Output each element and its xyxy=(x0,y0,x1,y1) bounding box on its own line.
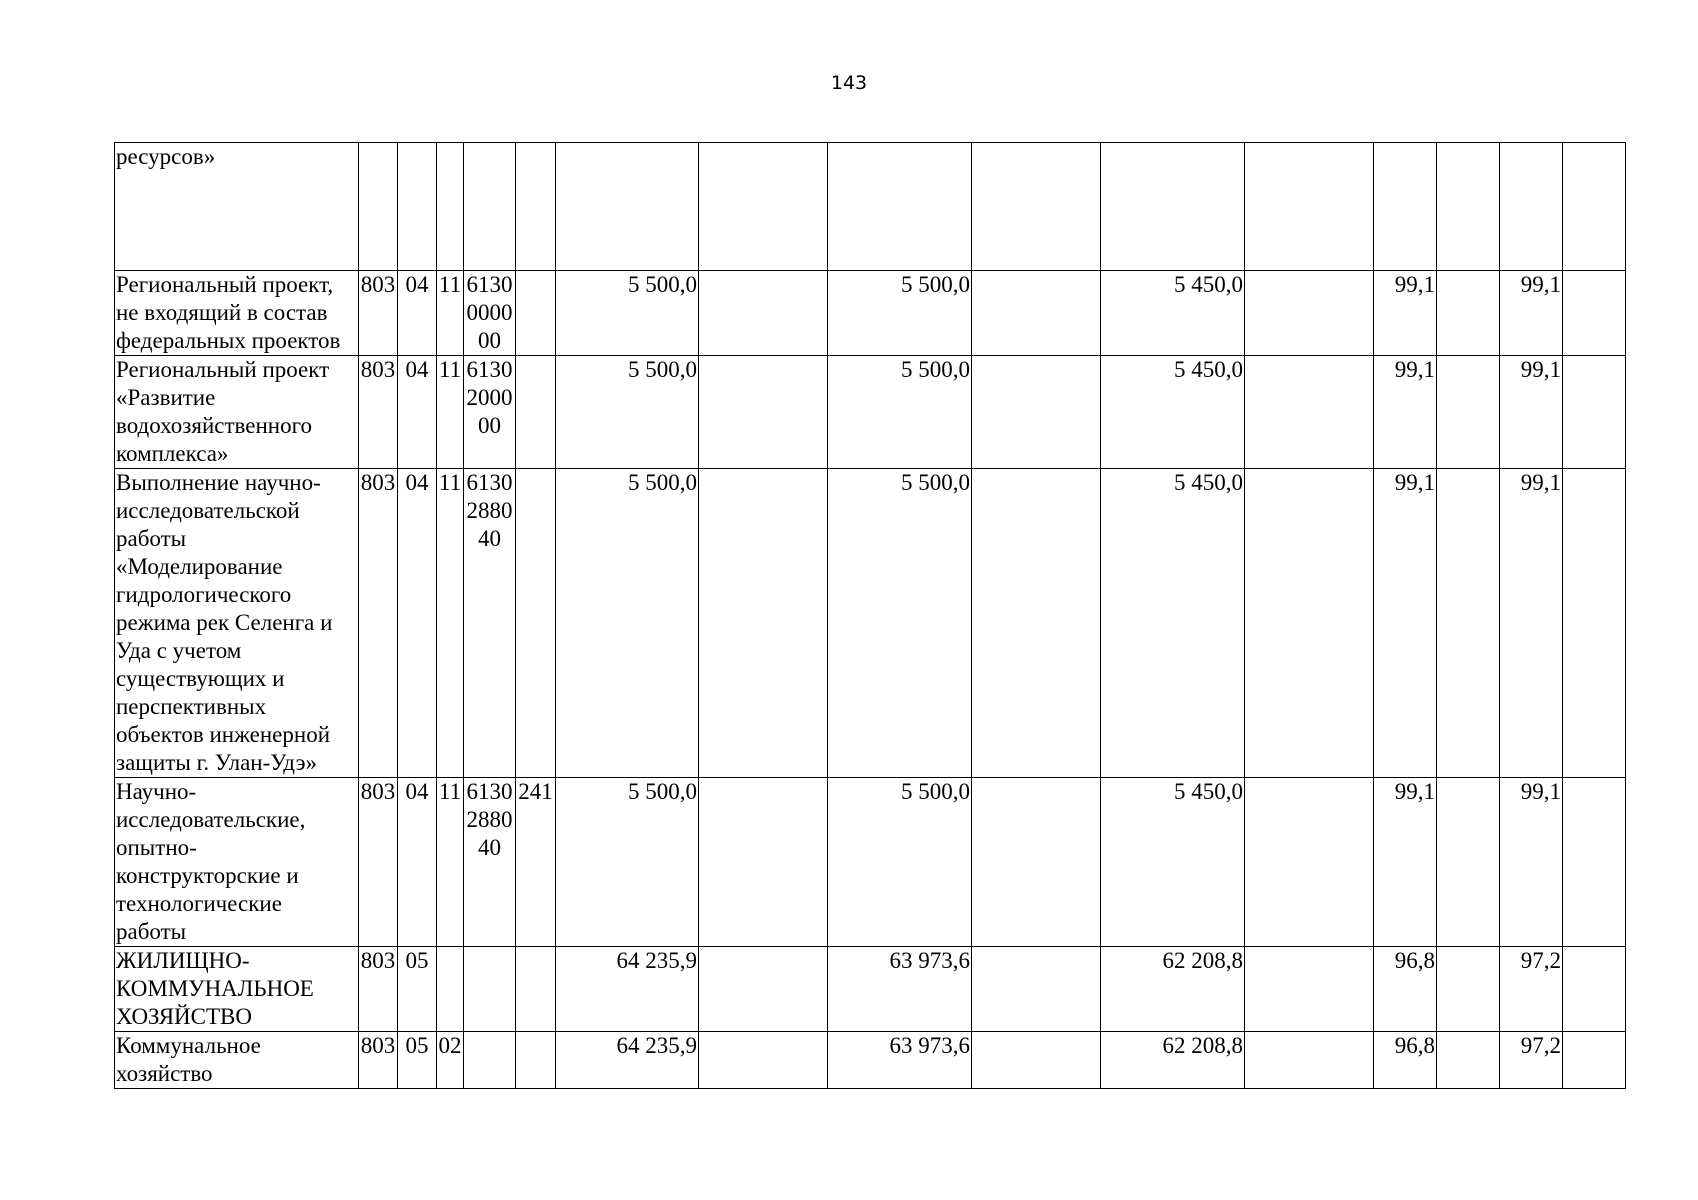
cell-empty xyxy=(972,778,1101,947)
cell-empty xyxy=(1563,778,1626,947)
cell-empty xyxy=(1245,356,1374,469)
cell-rz: 04 xyxy=(398,778,437,947)
cell-plan1: 5 500,0 xyxy=(556,469,699,778)
cell-pct2: 99,1 xyxy=(1500,271,1563,356)
table-row xyxy=(115,469,1626,778)
cell-csr: 6130200000 xyxy=(464,356,516,469)
cell-empty xyxy=(972,1032,1101,1089)
cell-plan2: 63 973,6 xyxy=(828,1032,972,1089)
cell-pr xyxy=(437,947,464,1032)
cell-rz: 05 xyxy=(398,1032,437,1089)
cell-pr: 11 xyxy=(437,469,464,778)
cell-grbs: 803 xyxy=(359,778,398,947)
cell-plan1: 5 500,0 xyxy=(556,356,699,469)
cell-plan2: 5 500,0 xyxy=(828,356,972,469)
cell-empty xyxy=(699,778,828,947)
cell-plan1: 64 235,9 xyxy=(556,1032,699,1089)
cell-vr xyxy=(516,271,556,356)
cell-csr: 6130288040 xyxy=(464,469,516,778)
cell-empty xyxy=(1437,356,1500,469)
cell-empty xyxy=(1437,271,1500,356)
cell-empty xyxy=(699,271,828,356)
cell-rz: 05 xyxy=(398,947,437,1032)
cell-fact: 62 208,8 xyxy=(1101,947,1245,1032)
page-number: 143 xyxy=(830,72,868,94)
cell-plan2 xyxy=(828,143,972,271)
cell-empty xyxy=(1563,1032,1626,1089)
cell-grbs: 803 xyxy=(359,1032,398,1089)
cell-empty xyxy=(1245,947,1374,1032)
cell-pr: 11 xyxy=(437,271,464,356)
cell-empty xyxy=(1437,947,1500,1032)
cell-empty xyxy=(1563,469,1626,778)
cell-vr xyxy=(516,1032,556,1089)
cell-empty xyxy=(972,271,1101,356)
cell-pct1: 99,1 xyxy=(1374,778,1437,947)
cell-empty xyxy=(1563,947,1626,1032)
cell-vr xyxy=(516,469,556,778)
table-row xyxy=(115,1032,1626,1089)
cell-empty xyxy=(699,469,828,778)
cell-empty xyxy=(1245,469,1374,778)
cell-empty xyxy=(1437,1032,1500,1089)
cell-empty xyxy=(699,1032,828,1089)
cell-empty xyxy=(1245,1032,1374,1089)
cell-pct1: 99,1 xyxy=(1374,356,1437,469)
cell-pct2: 97,2 xyxy=(1500,1032,1563,1089)
cell-pr: 11 xyxy=(437,778,464,947)
cell-name: Коммунальное хозяйство xyxy=(115,1032,359,1089)
cell-rz xyxy=(398,143,437,271)
cell-fact: 5 450,0 xyxy=(1101,271,1245,356)
cell-fact xyxy=(1101,143,1245,271)
cell-csr: 6130000000 xyxy=(464,271,516,356)
cell-plan2: 63 973,6 xyxy=(828,947,972,1032)
cell-empty xyxy=(1563,271,1626,356)
cell-pct2: 99,1 xyxy=(1500,469,1563,778)
cell-vr xyxy=(516,143,556,271)
cell-grbs: 803 xyxy=(359,271,398,356)
table-row xyxy=(115,271,1626,356)
table-body xyxy=(115,143,1626,1089)
cell-pct2 xyxy=(1500,143,1563,271)
table-row xyxy=(115,778,1626,947)
cell-rz: 04 xyxy=(398,356,437,469)
cell-plan1: 64 235,9 xyxy=(556,947,699,1032)
cell-empty xyxy=(972,947,1101,1032)
budget-table xyxy=(114,142,1626,1089)
cell-plan1 xyxy=(556,143,699,271)
cell-empty xyxy=(1245,778,1374,947)
cell-name: ЖИЛИЩНО-КОММУНАЛЬНОЕ ХОЗЯЙСТВО xyxy=(115,947,359,1032)
cell-empty xyxy=(699,356,828,469)
cell-plan2: 5 500,0 xyxy=(828,469,972,778)
cell-empty xyxy=(972,143,1101,271)
cell-pct1: 96,8 xyxy=(1374,1032,1437,1089)
cell-empty xyxy=(1245,143,1374,271)
cell-vr: 241 xyxy=(516,778,556,947)
cell-empty xyxy=(1437,778,1500,947)
cell-plan2: 5 500,0 xyxy=(828,778,972,947)
cell-csr xyxy=(464,143,516,271)
cell-pct1: 99,1 xyxy=(1374,271,1437,356)
cell-pct1 xyxy=(1374,143,1437,271)
cell-grbs xyxy=(359,143,398,271)
cell-empty xyxy=(1437,469,1500,778)
table-row xyxy=(115,143,1626,271)
cell-empty xyxy=(1563,356,1626,469)
cell-name: Региональный проект, не входящий в состав федеральных проектов xyxy=(115,271,359,356)
cell-csr xyxy=(464,947,516,1032)
cell-rz: 04 xyxy=(398,271,437,356)
cell-fact: 5 450,0 xyxy=(1101,356,1245,469)
cell-csr xyxy=(464,1032,516,1089)
cell-name: Научно-исследовательские, опытно-конструкторские и технологические работы xyxy=(115,778,359,947)
cell-fact: 5 450,0 xyxy=(1101,469,1245,778)
cell-pct2: 99,1 xyxy=(1500,778,1563,947)
cell-pr: 02 xyxy=(437,1032,464,1089)
cell-fact: 5 450,0 xyxy=(1101,778,1245,947)
cell-empty xyxy=(1437,143,1500,271)
cell-name: Региональный проект «Развитие водохозяйственного комплекса» xyxy=(115,356,359,469)
cell-name: ресурсов» xyxy=(115,143,359,271)
cell-pct1: 99,1 xyxy=(1374,469,1437,778)
cell-pr xyxy=(437,143,464,271)
cell-rz: 04 xyxy=(398,469,437,778)
cell-plan2: 5 500,0 xyxy=(828,271,972,356)
cell-empty xyxy=(699,947,828,1032)
cell-csr: 6130288040 xyxy=(464,778,516,947)
cell-grbs: 803 xyxy=(359,947,398,1032)
cell-vr xyxy=(516,356,556,469)
cell-pct2: 97,2 xyxy=(1500,947,1563,1032)
cell-grbs: 803 xyxy=(359,469,398,778)
cell-empty xyxy=(699,143,828,271)
cell-pct1: 96,8 xyxy=(1374,947,1437,1032)
cell-empty xyxy=(972,356,1101,469)
cell-plan1: 5 500,0 xyxy=(556,271,699,356)
table-row xyxy=(115,947,1626,1032)
cell-fact: 62 208,8 xyxy=(1101,1032,1245,1089)
cell-empty xyxy=(1563,143,1626,271)
cell-pr: 11 xyxy=(437,356,464,469)
cell-name: Выполнение научно-исследовательской работы «Моделирование гидрологического режима рек Селенга и Уда с учетом существующих и перспективных объектов инженерной защиты г. Улан-Удэ» xyxy=(115,469,359,778)
cell-pct2: 99,1 xyxy=(1500,356,1563,469)
cell-empty xyxy=(972,469,1101,778)
cell-plan1: 5 500,0 xyxy=(556,778,699,947)
cell-vr xyxy=(516,947,556,1032)
table-row xyxy=(115,356,1626,469)
cell-grbs: 803 xyxy=(359,356,398,469)
cell-empty xyxy=(1245,271,1374,356)
